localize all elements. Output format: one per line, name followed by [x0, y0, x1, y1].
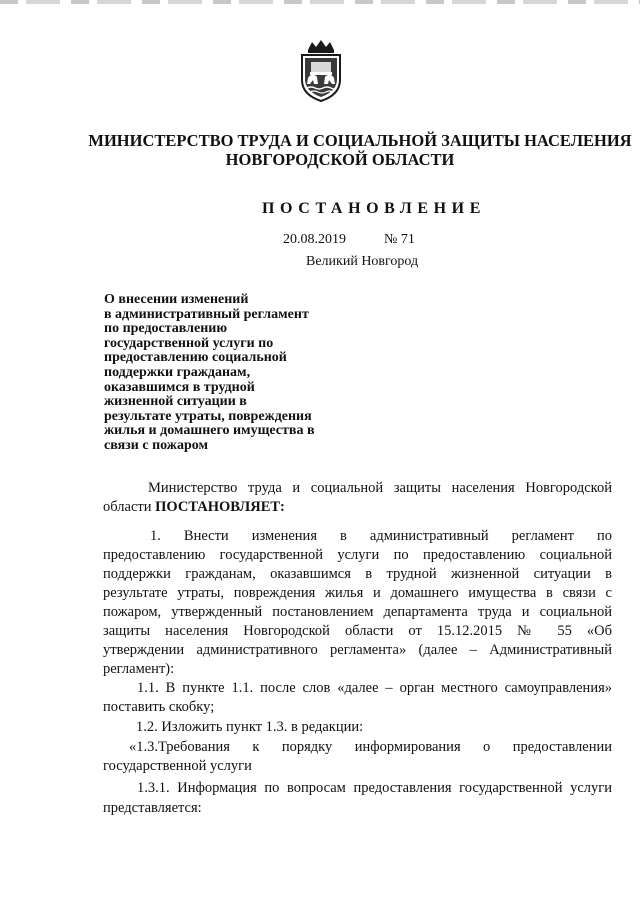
- ministry-name-line2: НОВГОРОДСКОЙ ОБЛАСТИ: [225, 150, 455, 169]
- subject-line: государственной услуги по: [104, 335, 274, 351]
- paragraph-1-3-1-line: представляется:: [103, 800, 202, 816]
- paragraph-1-1-line: 1.1. В пункте 1.1. после слов «далее – орган местного самоуправления»: [137, 680, 612, 696]
- intro-line: Министерство труда и социальной защиты населения Новгородской: [148, 480, 612, 496]
- subject-line: по предоставлению: [104, 321, 228, 337]
- paragraph-1-line: утверждении административного регламента» (далее – Административный: [103, 642, 612, 658]
- paragraph-1-line: защиты населения Новгородской области от 15.12.2015 № 55 «Об: [103, 623, 612, 639]
- subject-line: поддержки гражданам,: [104, 364, 251, 380]
- paragraph-1-line: пожаром, утвержденный постановлением департамента труда и социальной: [103, 604, 612, 620]
- paragraph-1-line: регламент):: [103, 661, 175, 677]
- intro-text: области: [103, 499, 156, 515]
- paragraph-1-3-line: «1.3.Требования к порядку информирования о предоставлении: [129, 739, 612, 755]
- paragraph-1-2: 1.2. Изложить пункт 1.3. в редакции:: [136, 719, 364, 735]
- document-city: Великий Новгород: [306, 254, 419, 269]
- paragraph-1-line: поддержки гражданам, оказавшимся в трудной жизненной ситуации в: [103, 566, 612, 582]
- paragraph-1-line: предоставлению государственной услуги по предоставлению социальной: [103, 547, 612, 563]
- ministry-name-line1: МИНИСТЕРСТВО ТРУДА И СОЦИАЛЬНОЙ ЗАЩИТЫ НАСЕЛЕНИЯ: [88, 131, 632, 150]
- subject-line: связи с пожаром: [104, 437, 208, 453]
- ministry-name: [60, 131, 640, 169]
- subject-line: оказавшимся в трудной: [104, 379, 255, 395]
- subject-line: предоставлению социальной: [104, 350, 287, 366]
- document-type-heading: ПОСТАНОВЛЕНИЕ: [262, 200, 486, 217]
- document-subject: [104, 293, 315, 454]
- paragraph-1-1-line: поставить скобку;: [103, 699, 215, 715]
- subject-line: О внесении изменений: [104, 292, 249, 307]
- scan-artifact: [0, 0, 640, 4]
- paragraph-1-line: результате утраты, повреждения жилья и домашнего имущества в связи с: [103, 585, 612, 601]
- document-number: № 71: [384, 232, 415, 247]
- paragraph-1-3-line: государственной услуги: [103, 758, 252, 774]
- intro-line: [103, 499, 612, 518]
- paragraph-1-3-1-line: 1.3.1. Информация по вопросам предоставления государственной услуги: [137, 780, 612, 796]
- subject-line: результате утраты, повреждения: [104, 408, 312, 424]
- novgorod-coat-of-arms-icon: [298, 40, 344, 102]
- subject-line: в административный регламент: [104, 306, 309, 322]
- resolves-keyword: ПОСТАНОВЛЯЕТ:: [155, 499, 285, 515]
- document-date: 20.08.2019: [283, 232, 346, 247]
- subject-line: жизненной ситуации в: [104, 394, 247, 410]
- paragraph-1-line: 1. Внести изменения в административный регламент по: [150, 528, 612, 544]
- subject-line: жилья и домашнего имущества в: [104, 423, 315, 439]
